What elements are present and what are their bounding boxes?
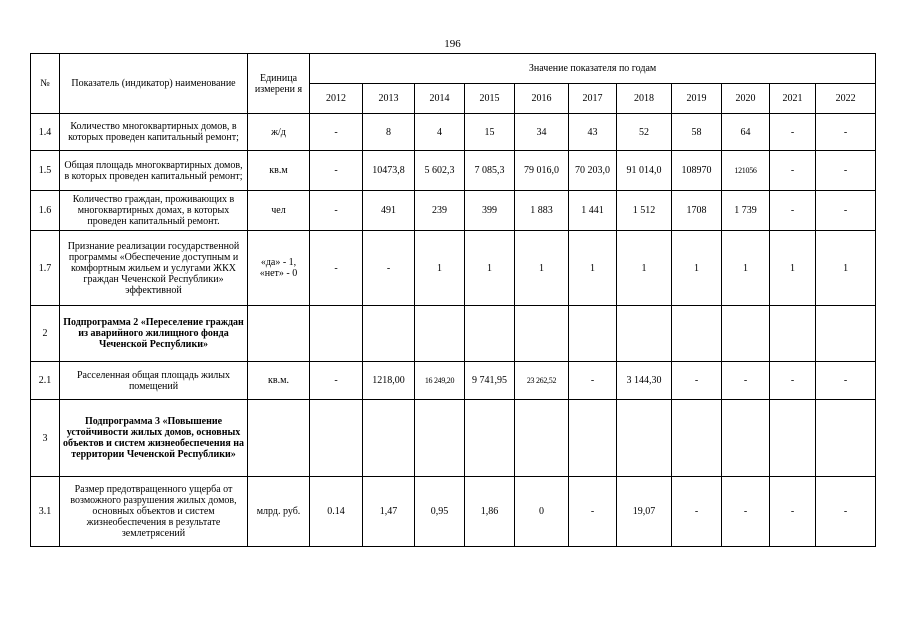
row-value — [672, 400, 722, 477]
table-row — [31, 362, 876, 400]
row-value: 0 — [515, 477, 569, 547]
header-unit: Единица измерени я — [248, 54, 310, 114]
row-value: 5 602,3 — [415, 151, 465, 191]
row-value: - — [816, 114, 876, 151]
row-value: 19,07 — [617, 477, 672, 547]
header-year: 2015 — [465, 84, 515, 114]
row-value: - — [770, 362, 816, 400]
row-value: 1,47 — [363, 477, 415, 547]
header-year: 2016 — [515, 84, 569, 114]
row-indicator-name: Подпрограмма 2 «Переселение граждан из аварийного жилищного фонда Чеченской Республики» — [60, 306, 248, 362]
row-value: 399 — [465, 191, 515, 231]
row-value: - — [569, 362, 617, 400]
row-value: 108970 — [672, 151, 722, 191]
row-value: 91 014,0 — [617, 151, 672, 191]
header-year: 2012 — [310, 84, 363, 114]
row-value: - — [569, 477, 617, 547]
row-value — [722, 400, 770, 477]
row-value: - — [770, 151, 816, 191]
row-value: 1 — [617, 231, 672, 306]
row-value — [770, 400, 816, 477]
row-value — [722, 306, 770, 362]
row-indicator-name: Признание реализации государственной программы «Обеспечение доступным и комфортным жильем и услугами ЖКХ граждан Чеченской Республики» эффективной — [60, 231, 248, 306]
row-value: - — [310, 191, 363, 231]
row-value — [363, 306, 415, 362]
row-indicator-name: Количество граждан, проживающих в многоквартирных домах, в которых проведен капитальный ремонт. — [60, 191, 248, 231]
row-value: - — [816, 477, 876, 547]
row-value: 10473,8 — [363, 151, 415, 191]
row-value: 34 — [515, 114, 569, 151]
row-value: 1 — [770, 231, 816, 306]
header-indicator: Показатель (индикатор) наименование — [60, 54, 248, 114]
row-number: 1.7 — [31, 231, 60, 306]
row-number: 1.6 — [31, 191, 60, 231]
header-year: 2014 — [415, 84, 465, 114]
header-year: 2021 — [770, 84, 816, 114]
header-year: 2018 — [617, 84, 672, 114]
row-value: 1 — [515, 231, 569, 306]
row-number: 3.1 — [31, 477, 60, 547]
row-value — [816, 306, 876, 362]
row-unit: «да» - 1, «нет» - 0 — [248, 231, 310, 306]
row-value: 58 — [672, 114, 722, 151]
row-unit: кв.м — [248, 151, 310, 191]
row-value: 1218,00 — [363, 362, 415, 400]
table-row — [31, 191, 876, 231]
row-value: 43 — [569, 114, 617, 151]
row-value: 9 741,95 — [465, 362, 515, 400]
row-value: - — [310, 114, 363, 151]
row-number: 2.1 — [31, 362, 60, 400]
row-value: 79 016,0 — [515, 151, 569, 191]
row-value: 1 — [722, 231, 770, 306]
row-value: 1 739 — [722, 191, 770, 231]
row-value: 15 — [465, 114, 515, 151]
row-value: 1 — [672, 231, 722, 306]
row-value: - — [770, 477, 816, 547]
row-value — [415, 400, 465, 477]
row-number: 2 — [31, 306, 60, 362]
row-value: - — [816, 362, 876, 400]
row-unit — [248, 400, 310, 477]
indicators-table — [30, 53, 876, 547]
row-value — [569, 400, 617, 477]
row-value: 1,86 — [465, 477, 515, 547]
row-value: - — [816, 191, 876, 231]
row-indicator-name: Количество многоквартирных домов, в которых проведен капитальный ремонт; — [60, 114, 248, 151]
row-value: 1 883 — [515, 191, 569, 231]
row-value: 1 — [569, 231, 617, 306]
row-value — [672, 306, 722, 362]
table-row — [31, 231, 876, 306]
row-value: - — [722, 362, 770, 400]
row-indicator-name: Расселенная общая площадь жилых помещений — [60, 362, 248, 400]
row-value: 64 — [722, 114, 770, 151]
row-value — [465, 400, 515, 477]
row-indicator-name: Общая площадь многоквартирных домов, в которых проведен капитальный ремонт; — [60, 151, 248, 191]
row-value: 491 — [363, 191, 415, 231]
row-value: 70 203,0 — [569, 151, 617, 191]
row-value: - — [363, 231, 415, 306]
row-unit: млрд. руб. — [248, 477, 310, 547]
row-value: 16 249,20 — [415, 362, 465, 400]
row-value — [770, 306, 816, 362]
header-year: 2013 — [363, 84, 415, 114]
row-value — [310, 400, 363, 477]
row-value: 23 262,52 — [515, 362, 569, 400]
row-indicator-name: Размер предотвращенного ущерба от возможного разрушения жилых домов, основных объектов и систем жизнеобеспечения в результате землетрясений — [60, 477, 248, 547]
table-row — [31, 477, 876, 547]
row-number: 1.4 — [31, 114, 60, 151]
page-number: 196 — [444, 38, 461, 50]
header-year: 2020 — [722, 84, 770, 114]
header-year: 2022 — [816, 84, 876, 114]
row-value — [465, 306, 515, 362]
row-indicator-name: Подпрограмма 3 «Повышение устойчивости жилых домов, основных объектов и систем жизнеобеспечения на территории Чеченской Республики» — [60, 400, 248, 477]
row-value: 1 441 — [569, 191, 617, 231]
row-value: 0,95 — [415, 477, 465, 547]
row-value — [617, 400, 672, 477]
row-value: 1 512 — [617, 191, 672, 231]
row-unit: чел — [248, 191, 310, 231]
row-value — [363, 400, 415, 477]
header-no: № — [31, 54, 60, 114]
row-unit — [248, 306, 310, 362]
row-value — [515, 306, 569, 362]
row-value: - — [722, 477, 770, 547]
row-value — [569, 306, 617, 362]
header-values-title: Значение показателя по годам — [310, 54, 876, 84]
header-year: 2017 — [569, 84, 617, 114]
row-value: 121056 — [722, 151, 770, 191]
header-year: 2019 — [672, 84, 722, 114]
row-value: 4 — [415, 114, 465, 151]
row-value: 1 — [415, 231, 465, 306]
row-value: 3 144,30 — [617, 362, 672, 400]
row-value: - — [672, 362, 722, 400]
row-value: 7 085,3 — [465, 151, 515, 191]
row-unit: кв.м. — [248, 362, 310, 400]
row-value: 239 — [415, 191, 465, 231]
row-unit: ж/д — [248, 114, 310, 151]
row-value: - — [310, 151, 363, 191]
row-value: - — [816, 151, 876, 191]
row-value: 1 — [816, 231, 876, 306]
table-row — [31, 400, 876, 477]
table-row — [31, 306, 876, 362]
row-value — [310, 306, 363, 362]
row-value — [515, 400, 569, 477]
row-value: 0.14 — [310, 477, 363, 547]
row-number: 3 — [31, 400, 60, 477]
row-value: - — [672, 477, 722, 547]
row-value — [816, 400, 876, 477]
row-value: 1708 — [672, 191, 722, 231]
row-value: - — [770, 191, 816, 231]
row-value: - — [310, 231, 363, 306]
row-value — [415, 306, 465, 362]
table-row — [31, 151, 876, 191]
row-value: 52 — [617, 114, 672, 151]
row-number: 1.5 — [31, 151, 60, 191]
row-value: 1 — [465, 231, 515, 306]
row-value: - — [770, 114, 816, 151]
row-value: - — [310, 362, 363, 400]
row-value: 8 — [363, 114, 415, 151]
row-value — [617, 306, 672, 362]
table-row — [31, 114, 876, 151]
